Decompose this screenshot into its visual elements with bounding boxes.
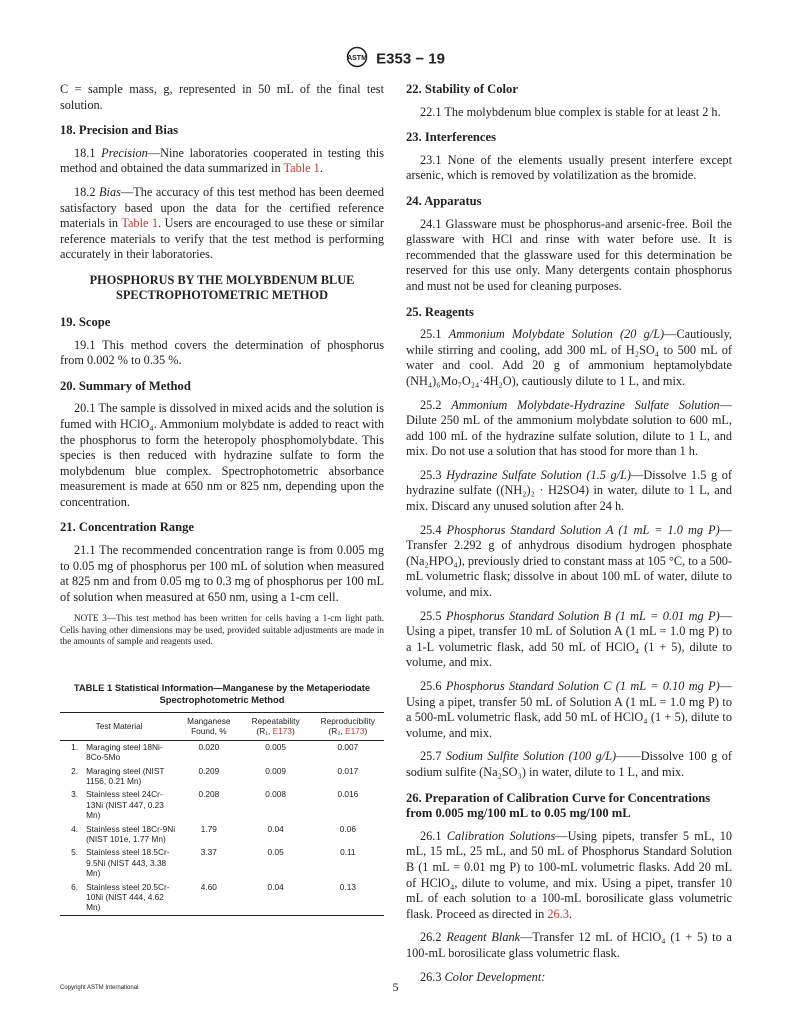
note-3: NOTE 3—This test method has been written for cells having a 1-cm light path. Cells having other dimensions may be used, provided suitable adjustments are made in the amounts of sample and reagents used.	[60, 613, 384, 647]
e173-link[interactable]: E173	[272, 726, 293, 737]
para-25-4: 25.4 Phosphorus Standard Solution A (1 mL = 1.0 mg P)—Transfer 2.292 g of anhydrous disodium hydrogen phosphate (Na₂HPO₄), previously dried to constant mass at 105 °C, to a 500-mL volumetric flask; dissolve in about 100 mL of water, dilute to volume, and mix.	[406, 522, 733, 600]
para-25-7: 25.7 Sodium Sulfite Solution (100 g/L)——Dissolve 100 g of sodium sulfite (Na₂SO₃) in water, dilute to 1 L, and mix.	[406, 749, 732, 779]
para-26-1: 26.1 Calibration Solutions—Using pipets, transfer 5 mL, 10 mL, 15 mL, 25 mL, and 50 mL of Phosphorus Standard Solution B (1 mL = 0.01 mg P) to 100-mL volumetric flasks. Add 20 mL of HClO₄, dilute to volume, and mix. Using a pipet, transfer 10 mL of each solution to a 100-mL borosilicate glass volumetric flask. Proceed as directed in 26.3.	[406, 828, 732, 921]
section-20-title: 20. Summary of Method	[60, 378, 191, 393]
table-row: 2. Maraging steel (NIST 1156, 0.21 Mn) 0.209 0.009 0.017	[71, 765, 359, 786]
copyright-notice: Copyright ASTM International	[60, 985, 139, 991]
section-18-title: 18. Precision and Bias	[60, 123, 179, 138]
para-25-1: 25.1 Ammonium Molybdate Solution (20 g/L)—Cautiously, while stirring and cooling, add 300 mL of H₂SO₄ to 500 mL of water and cool. Add 20 g of ammonium heptamolybdate (NH₄)₆Mo₇O₂₄·4H₂O), cautiously dilute to 1 L, and mix.	[406, 327, 733, 388]
page-number: 5	[392, 980, 399, 994]
col-manganese-found: Manganese Found, %	[178, 712, 239, 740]
table-row: 3. Stainless steel 24Cr-13Ni (NIST 447, 0.23 Mn) 0.208 0.008 0.016	[71, 789, 359, 821]
section-21-title: 21. Concentration Range	[60, 520, 194, 535]
para-25-5: 25.5 Phosphorus Standard Solution B (1 mL = 0.01 mg P)—Using a pipet, transfer 10 mL of Solution A (1 mL = 1.0 mg P) to a 1-L volumetric flask, add 50 mL of HClO₄ (1 + 5), dilute to volume, and mix.	[406, 608, 733, 670]
para-24-1: 24.1 Glassware must be phosphorus-and arsenic-free. Boil the glassware with HCl and rinse with water before use. It is recommended that the glassware used for this determination be reserved for this use only. Many detergents contain phosphorus and must not be used for cleaning purposes.	[406, 216, 732, 293]
table-1-title: TABLE 1 Statistical Information—Manganese by the Metaperiodate Spectrophotometric Method	[73, 681, 371, 705]
designation: E353 − 19	[376, 50, 445, 68]
para-20-1: 20.1 The sample is dissolved in mixed acids and the solution is fumed with HClO₄. Ammonium molybdate is added to react with the phosphorus to form the heteropoly phosphomolybdate. This species is then reduced with hydrazine sulfate to form the molybdenum blue complex. Spectrophotometric absorbance measurement is made at 650 nm or 825 nm, depending upon the concentration.	[60, 401, 384, 509]
para-26-2: 26.2 Reagent Blank—Transfer 12 mL of HClO₄ (1 + 5) to a 100-mL borosilicate glass volumetric flask.	[406, 930, 732, 960]
astm-logo-icon	[346, 46, 368, 72]
section-24-title: 24. Apparatus	[406, 193, 482, 208]
table-row: 1. Maraging steel 18Ni-8Co-5Mo 0.020 0.005 0.007	[71, 741, 359, 763]
section-25-title: 25. Reagents	[406, 304, 474, 319]
svg-text:ASTM: ASTM	[347, 55, 367, 62]
para-26-3: 26.3 Color Development:	[420, 969, 546, 984]
e173-link[interactable]: E173	[345, 726, 365, 737]
para-18-2: 18.2 Bias—The accuracy of this test method has been deemed satisfactory based upon the data for the certified reference materials in Table 1. Users are encouraged to use these or similar reference materials to verify that the test method is performing accurately in their laboratories.	[60, 184, 384, 262]
col-reproducibility: Reproducibility (R₂, E173)	[312, 712, 384, 740]
para-19-1: 19.1 This method covers the determination of phosphorus from 0.002 % to 0.35 %.	[60, 337, 384, 368]
para-18-1: 18.1 Precision—Nine laboratories cooperated in testing this method and obtained the data summarized in Table 1.	[60, 145, 384, 176]
page-header	[0, 46, 791, 72]
col-test-material: Test Material	[60, 712, 178, 740]
right-column	[406, 82, 732, 993]
section-26-3-link[interactable]: 26.3	[547, 906, 569, 921]
section-22-title: 22. Stability of Color	[406, 82, 518, 96]
table-row: 6. Stainless steel 20.5Cr-10Ni (NIST 444, 4.62 Mn) 4.60 0.04 0.13	[60, 881, 384, 916]
c-definition: C = sample mass, g, represented in 50 mL of the final test solution.	[60, 82, 384, 112]
section-19-title: 19. Scope	[60, 314, 111, 329]
section-23-title: 23. Interferences	[406, 130, 496, 145]
para-25-6: 25.6 Phosphorus Standard Solution C (1 mL = 0.10 mg P)—Using a pipet, transfer 50 mL of Solution A (1 mL = 1.0 mg P) to a 500-mL volumetric flask, add 50 mL of HClO₄ (1 + 5), dilute to volume, and mix.	[406, 679, 732, 740]
para-25-2: 25.2 Ammonium Molybdate-Hydrazine Sulfate Solution—Dilute 250 mL of the ammonium molybdate solution to 600 mL, add 100 mL of the hydrazine sulfate solution, dilute to 1 L, and mix. Do not use a solution that has stood for more than 1 h.	[406, 397, 732, 459]
para-23-1: 23.1 None of the elements usually present interfere except arsenic, which is removed by volatilization as the bromide.	[406, 152, 732, 183]
table-1	[60, 712, 384, 916]
section-26-title: 26. Preparation of Calibration Curve for Concentrations from 0.005 mg/100 mL to 0.05 mg/100 mL	[406, 790, 711, 821]
para-25-3: 25.3 Hydrazine Sulfate Solution (1.5 g/L)—Dissolve 1.5 g of hydrazine sulfate ((NH₂)₂ · H2SO4) in water, dilute to 1 L, and mix. Discard any unused solution after 24 h.	[406, 467, 733, 514]
table-1-link[interactable]: Table 1	[283, 161, 320, 176]
para-21-1: 21.1 The recommended concentration range is from 0.005 mg to 0.05 mg of phosphorus per 100 mL of solution when measured at 825 nm and from 0.05 mg to 0.3 mg of phosphorus per 100 mL of solution when measured at 650 nm, using a 1-cm cell.	[60, 543, 384, 604]
para-22-1: 22.1 The molybdenum blue complex is stable for at least 2 h.	[420, 104, 721, 119]
table-row: 4. Stainless steel 18Cr-9Ni (NIST 101e, 1.77 Mn) 1.79 0.04 0.06	[71, 823, 356, 844]
table-1-link[interactable]: Table 1	[121, 216, 159, 231]
method-title: PHOSPHORUS BY THE MOLYBDENUM BLUE SPECTROPHOTOMETRIC METHOD	[89, 272, 355, 302]
table-row: 5. Stainless steel 18.5Cr-9.5Ni (NIST 443, 3.38 Mn) 3.37 0.05 0.11	[71, 847, 356, 879]
col-repeatability: Repeatability (R₁, E173)	[240, 712, 312, 740]
left-column	[60, 82, 384, 916]
